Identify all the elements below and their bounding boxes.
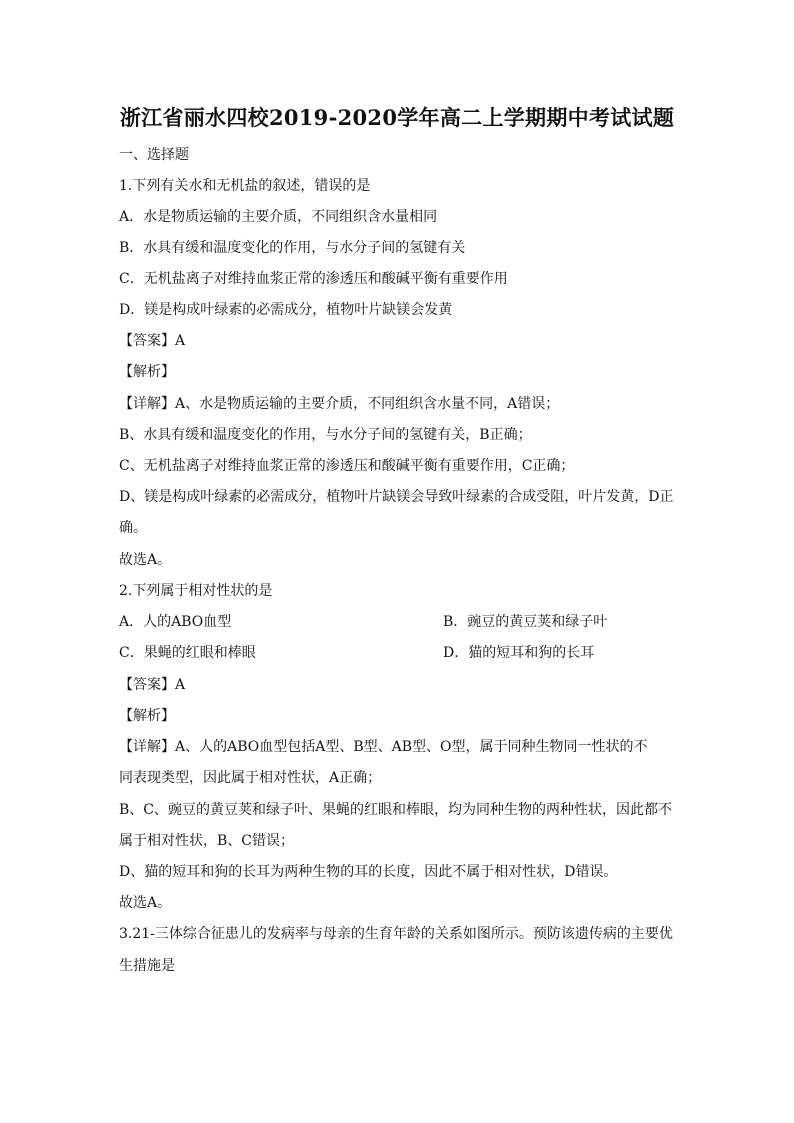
question-1-detail-line: 确。 [119, 520, 147, 536]
question-2-option-d: D．猫的短耳和狗的长耳 [443, 645, 595, 661]
question-1-detail-line: B、水具有缓和温度变化的作用，与水分子间的氢键有关，B正确； [119, 427, 532, 443]
question-2-detail-line: B、C、豌豆的黄豆荚和绿子叶、果蝇的红眼和棒眼，均为同种生物的两种性状，因此都不 [119, 802, 672, 818]
question-1-option-a: A．水是物质运输的主要介质，不同组织含水量相同 [119, 209, 438, 225]
question-1-detail-line: 【详解】A、水是物质运输的主要介质，不同组织含水量不同，A错误； [119, 396, 560, 412]
question-2-option-c: C．果蝇的红眼和棒眼 [119, 645, 256, 661]
question-2-option-a: A．人的ABO血型 [119, 614, 232, 630]
question-1-answer: 【答案】A [119, 333, 186, 349]
section-heading: 一、选择题 [119, 147, 189, 163]
question-2-option-b: B．豌豆的黄豆荚和绿子叶 [443, 614, 608, 630]
question-1-option-b: B．水具有缓和温度变化的作用，与水分子间的氢键有关 [119, 240, 466, 256]
question-2-detail-line: 同表现类型，因此属于相对性状，A正确； [119, 770, 382, 786]
question-1-stem: 1.下列有关水和无机盐的叙述，错误的是 [119, 178, 371, 194]
question-3-stem: 生措施是 [119, 958, 175, 974]
question-1-analysis-label: 【解析】 [119, 364, 175, 380]
question-2-detail-line: D、猫的短耳和狗的长耳为两种生物的耳的长度，因此不属于相对性状，D错误。 [119, 864, 618, 880]
question-2-stem: 2.下列属于相对性状的是 [119, 583, 273, 599]
question-2-detail-line: 【详解】A、人的ABO血型包括A型、B型、AB型、O型，属于同种生物同一性状的不 [119, 739, 648, 755]
page-title: 浙江省丽水四校2019-2020学年高二上学期期中考试试题 [119, 105, 675, 130]
question-1-detail-line: D、镁是构成叶绿素的必需成分，植物叶片缺镁会导致叶绿素的合成受阻，叶片发黄，D正 [119, 489, 674, 505]
question-2-analysis-label: 【解析】 [119, 708, 175, 724]
question-2-answer: 【答案】A [119, 677, 186, 693]
question-1-option-c: C．无机盐离子对维持血浆正常的渗透压和酸碱平衡有重要作用 [119, 271, 508, 287]
question-1-detail-line: 故选A。 [119, 552, 172, 568]
question-1-detail-line: C、无机盐离子对维持血浆正常的渗透压和酸碱平衡有重要作用，C正确； [119, 458, 575, 474]
question-2-detail-line: 属于相对性状，B、C错误； [119, 833, 294, 849]
question-2-detail-line: 故选A。 [119, 895, 172, 911]
question-3-stem: 3.21-三体综合征患儿的发病率与母亲的生育年龄的关系如图所示。预防该遗传病的主要优 [119, 926, 673, 942]
question-1-option-d: D．镁是构成叶绿素的必需成分，植物叶片缺镁会发黄 [119, 302, 453, 318]
